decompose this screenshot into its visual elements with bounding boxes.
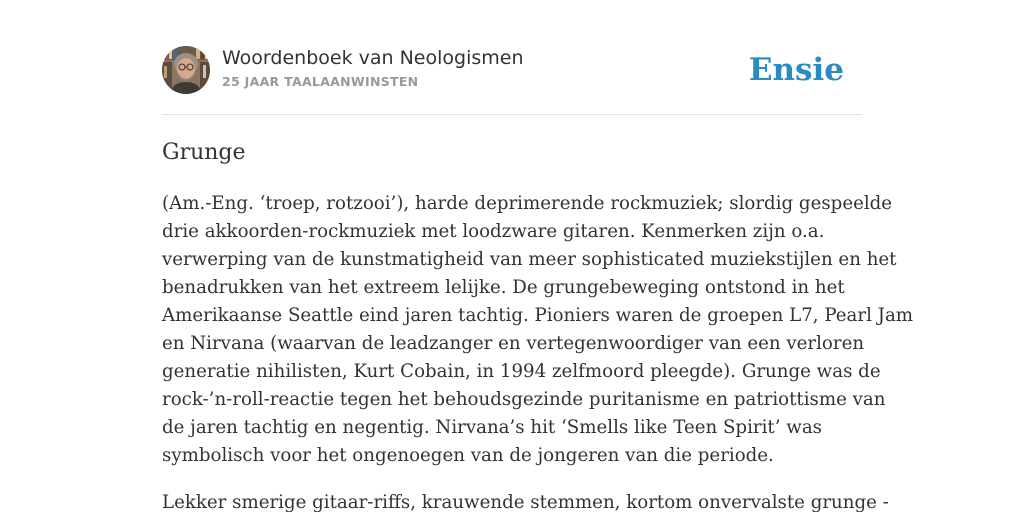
avatar-portrait — [162, 46, 210, 94]
header — [162, 46, 862, 115]
brand-logo[interactable]: Ensie — [748, 52, 844, 88]
definition-line: rock-’n-roll-reactie tegen het behoudsgezinde puritanisme en patriottisme van — [162, 389, 886, 410]
definition-line: Amerikaanse Seattle eind jaren tachtig. Pioniers waren de groepen L7, Pearl Jam — [162, 305, 914, 326]
avatar[interactable] — [162, 46, 210, 94]
definition-line: en Nirvana (waarvan de leadzanger en vertegenwoordiger van een verloren — [162, 333, 865, 354]
definition-line: verwerping van de kunstmatigheid van meer sophisticated muziekstijlen en het — [162, 249, 897, 270]
definition-line: generatie nihilisten, Kurt Cobain, in 1994 zelfmoord pleegde). Grunge was de — [162, 361, 881, 382]
entry-example: Lekker smerige gitaar-riffs, krauwende stemmen, kortom onvervalste grunge - — [162, 492, 889, 512]
source-subtitle: 25 JAAR TAALAANWINSTEN — [222, 74, 419, 89]
definition-line: benadrukken van het extreem lelijke. De grungebeweging ontstond in het — [162, 277, 845, 298]
definition-line: symbolisch voor het ongenoegen van de jongeren van die periode. — [162, 445, 774, 466]
definition-line: drie akkoorden-rockmuziek met loodzware gitaren. Kenmerken zijn o.a. — [162, 221, 825, 242]
source-title[interactable]: Woordenboek van Neologismen — [222, 47, 524, 69]
definition-line: de jaren tachtig en negentig. Nirvana’s hit ‘Smells like Teen Spirit’ was — [162, 417, 823, 438]
entry-definition — [162, 190, 914, 470]
definition-line: (Am.-Eng. ‘troep, rotzooi’), harde deprimerende rockmuziek; slordig gespeelde — [162, 193, 893, 214]
entry-title: Grunge — [162, 140, 246, 165]
